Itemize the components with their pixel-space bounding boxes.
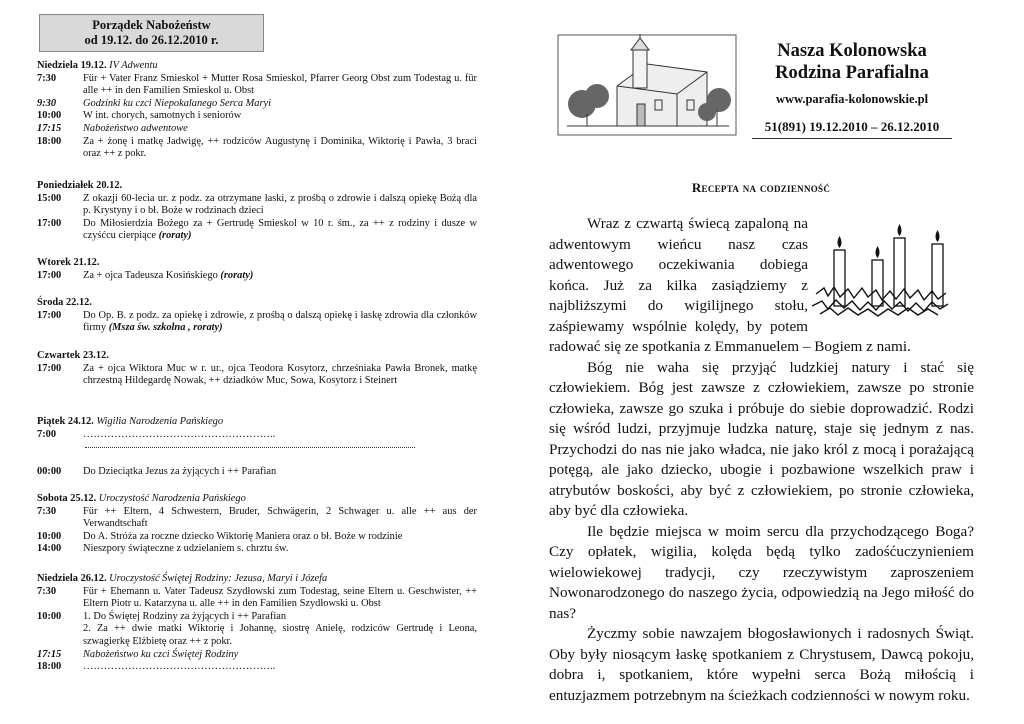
mass-entry bbox=[37, 429, 477, 442]
mass-time: 18:00 bbox=[37, 135, 62, 147]
liturgy-name: Uroczystość Świętej Rodziny: Jezusa, Maryi i Józefa bbox=[109, 573, 328, 584]
mass-entry bbox=[37, 661, 477, 674]
mass-entry bbox=[37, 611, 477, 624]
schedule-dates: od 19.12. do 26.12.2010 r. bbox=[84, 33, 219, 47]
mass-entry bbox=[37, 649, 477, 662]
masthead-title-line1: Nasza Kolonowska bbox=[777, 41, 927, 61]
mass-time: 10:00 bbox=[37, 530, 62, 542]
mass-intention: Nabożeństwo ku czci Świętej Rodziny bbox=[83, 648, 239, 660]
mass-time: 18:00 bbox=[37, 661, 62, 673]
day-title: Piątek 24.12. Wigilia Narodzenia Pańskiego bbox=[37, 416, 224, 427]
mass-intention: Nieszpory świąteczne z udzielaniem s. chrztu św. bbox=[83, 543, 289, 555]
day-title: Poniedziałek 20.12. bbox=[37, 180, 123, 191]
schedule-day bbox=[37, 493, 477, 556]
mass-intention: ……………………………………………….. bbox=[83, 661, 276, 673]
mass-intention: Do Miłosierdzia Bożego za + Gertrudę Smieskol w 10 r. śm., za ++ z rodziny i dusze w czyśćcu cierpiące (roraty) bbox=[83, 217, 477, 242]
mass-intention: Za + ojca Tadeusza Kosińskiego (roraty) bbox=[83, 269, 254, 281]
mass-intention: Für + Ehemann u. Vater Tadeusz Szydłowski zum Todestag, seine Eltern u. Geschwister, ++ Eltern Piotr u. Katarzyna u. alle ++ in den Familien Szydłowski u. Obst bbox=[83, 585, 477, 610]
mass-intention: 1. Do Świętej Rodziny za żyjących i ++ Parafian bbox=[83, 610, 287, 622]
schedule-day bbox=[37, 297, 477, 335]
schedule-header bbox=[39, 14, 264, 52]
day-title: Niedziela 19.12. IV Adwentu bbox=[37, 60, 158, 71]
mass-entry bbox=[37, 218, 477, 243]
schedule-day bbox=[37, 416, 477, 448]
article-paragraph: Ile będzie miejsca w moim sercu dla przychodzącego Boga? Czy opłatek, wigilia, kolęda będą tylko zadośćuczynieniem wielowiekowej tradycji, czy rzeczywistym zaproszeniem Nowonarodzonego do naszego życia, odpowiedzią na Jego miłość do nas? bbox=[549, 522, 974, 622]
day-title: Niedziela 26.12. Uroczystość Świętej Rodziny: Jezusa, Maryi i Józefa bbox=[37, 573, 328, 584]
mass-entry bbox=[37, 110, 477, 123]
mass-intention: Für ++ Eltern, 4 Schwestern, Bruder, Schwägerin, 2 Schwager u. alle ++ aus der Verwandtschaft bbox=[83, 505, 477, 530]
mass-time: 17:15 bbox=[37, 648, 62, 660]
mass-tag: (Msza św. szkolna , roraty) bbox=[108, 322, 223, 334]
schedule-day bbox=[37, 180, 477, 243]
mass-intention: 2. Za ++ dwie matki Wiktorię i Johannę, siostrę Anielę, rodziców Gertrudę i Leona, szwagierkę Elżbietę oraz ++ z pokr. bbox=[83, 623, 477, 647]
mass-entry bbox=[37, 363, 477, 388]
mass-time: 7:30 bbox=[37, 505, 57, 517]
mass-entry bbox=[37, 310, 477, 335]
mass-intention: Godzinki ku czci Niepokalanego Serca Maryi bbox=[83, 97, 272, 109]
mass-time: 00:00 bbox=[37, 466, 62, 477]
mass-time: 7:30 bbox=[37, 72, 57, 84]
church-illustration bbox=[557, 34, 737, 136]
mass-time: 10:00 bbox=[37, 110, 62, 122]
article-paragraph: Wraz z czwartą świecą zapaloną na adwentowym wieńcu nasz czas adwentowego oczekiwania dobiega końca. Już za kilka zasiądziemy z najbliższymi do wigilijnego stołu, zaśpiewamy wspólnie kolędy, by potem radować się ze spotkania z Emmanuelem – Bogiem z nami. bbox=[549, 215, 911, 355]
mass-time: 17:00 bbox=[37, 269, 62, 281]
mass-time: 17:00 bbox=[37, 217, 62, 229]
mass-intention: W int. chorych, samotnych i seniorów bbox=[83, 110, 242, 122]
mass-time: 7:00 bbox=[37, 428, 57, 440]
mass-intention: Z okazji 60-lecia ur. z podz. za otrzymane łaski, z prośbą o zdrowie i dalszą opiekę Bożą dla p. Krystyny i o bł. Boże w rodzinach dzieci bbox=[83, 192, 477, 217]
schedule-day bbox=[37, 573, 477, 674]
day-title: Środa 22.12. bbox=[37, 297, 92, 308]
mass-intention: ……………………………………………….. bbox=[83, 428, 276, 440]
mass-time: 10:00 bbox=[37, 610, 62, 622]
mass-entry bbox=[37, 466, 477, 479]
mass-intention: Do Op. B. z podz. za opiekę i zdrowie, z prośbą o dalszą opiekę i łaskę zdrowia dla członków firmy (Msza św. szkolna , roraty) bbox=[83, 309, 477, 334]
mass-entry bbox=[37, 531, 477, 544]
mass-intention: Za + ojca Wiktora Muc w r. ur., ojca Teodora Kosytorz, chrześniaka Pawła Bronek, matkę chrzestną Hildegardę Nowak, ++ dziadków Muc, Sowa, Kosytorz i Steinert bbox=[83, 362, 477, 387]
day-title: Wtorek 21.12. bbox=[37, 257, 100, 268]
mass-intention: Nabożeństwo adwentowe bbox=[83, 122, 188, 134]
mass-entry bbox=[37, 98, 477, 111]
mass-entry bbox=[37, 123, 477, 136]
mass-time: 17:00 bbox=[37, 309, 62, 321]
mass-entry bbox=[37, 270, 477, 283]
schedule-day bbox=[37, 257, 477, 282]
mass-entry bbox=[37, 193, 477, 218]
mass-time: 17:00 bbox=[37, 362, 62, 374]
mass-entry bbox=[37, 543, 477, 556]
mass-entry bbox=[37, 586, 477, 611]
mass-intention: Do A. Stróża za roczne dziecko Wiktorię Maniera oraz o bł. Boże w rodzinie bbox=[83, 530, 403, 542]
mass-time bbox=[37, 623, 83, 648]
schedule-title: Porządek Nabożeństw bbox=[92, 18, 211, 32]
schedule-day bbox=[37, 466, 477, 479]
mass-time: 15:00 bbox=[37, 192, 62, 204]
issue-number: 51(891) 19.12.2010 – 26.12.2010 bbox=[752, 119, 952, 139]
parish-website[interactable]: www.parafia-kolonowskie.pl bbox=[775, 92, 929, 106]
schedule-day bbox=[37, 350, 477, 388]
article-body bbox=[549, 214, 974, 706]
mass-entry bbox=[37, 73, 477, 98]
mass-entry bbox=[37, 506, 477, 531]
article-paragraph: Bóg nie waha się przyjąć ludzkiej natury i stać się człowiekiem. Bóg jest zawsze z człowiekiem, zawsze po stronie człowieka, zawsze go szuka i próbuje do siebie doprowadzić. Rodzi się wśród ludzi, przyjmuje ludzka naturę, staje się jednym z nas. Przychodzi do nas nie jako władca, nie jako król z mocą i porażającą potęgą, ale jako dziecko, ubogie i pozbawione wszelkich praw i atrybutów boskości, aby być z człowiekiem, po stronie człowieka, aby być dla człowieka. bbox=[549, 358, 974, 519]
day-title: Sobota 25.12. Uroczystość Narodzenia Pańskiego bbox=[37, 493, 246, 504]
mass-time: 17:15 bbox=[37, 122, 62, 134]
mass-intention: Do Dzieciątka Jezus za żyjących i ++ Parafian bbox=[83, 466, 277, 477]
masthead bbox=[752, 40, 952, 139]
liturgy-name: IV Adwentu bbox=[109, 60, 158, 71]
mass-time: 9:30 bbox=[37, 97, 57, 109]
mass-tag: (roraty) bbox=[158, 230, 192, 242]
liturgy-name: Uroczystość Narodzenia Pańskiego bbox=[98, 493, 246, 504]
mass-time: 14:00 bbox=[37, 543, 62, 555]
masthead-title-line2: Rodzina Parafialna bbox=[775, 63, 929, 83]
mass-intention: Za + żonę i matkę Jadwigę, ++ rodziców Augustynę i Dominika, Wiktorię i Pawła, 3 braci oraz ++ z pokr. bbox=[83, 135, 477, 160]
dotted-line bbox=[85, 441, 415, 448]
mass-tag: (roraty) bbox=[220, 269, 254, 281]
liturgy-name: Wigilia Narodzenia Pańskiego bbox=[96, 416, 224, 427]
mass-entry bbox=[37, 136, 477, 161]
day-title: Czwartek 23.12. bbox=[37, 350, 109, 361]
mass-entry bbox=[37, 623, 477, 648]
schedule-day bbox=[37, 60, 477, 161]
mass-time: 7:30 bbox=[37, 585, 57, 597]
mass-intention: Für + Vater Franz Smieskol + Mutter Rosa Smieskol, Pfarrer Georg Obst zum Todestag u. für alle ++ in den Familien Smieskol u. Obst bbox=[83, 72, 477, 97]
article-title: Recepta na codzienność bbox=[691, 180, 831, 195]
article-paragraph: Życzmy sobie nawzajem błogosławionych i radosnych Świąt. Oby były niosącym łaskę spotkaniem z Chrystusem, Dawcą pokoju, dobra i, spotkaniem, które wypełni serca Bożą miłością i entuzjazmem potrzebnym na ścieżkach codzienności w nowym roku. bbox=[549, 625, 974, 704]
